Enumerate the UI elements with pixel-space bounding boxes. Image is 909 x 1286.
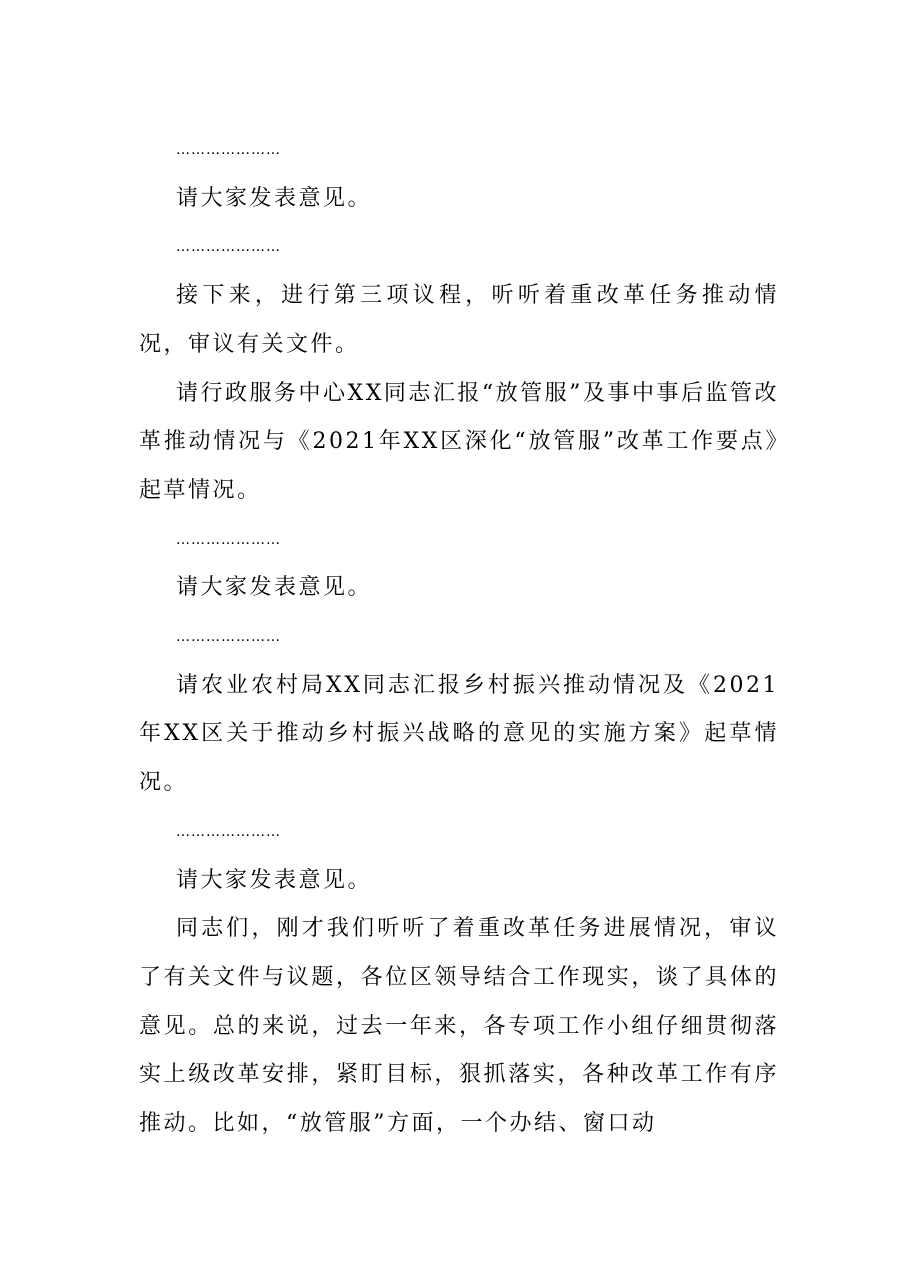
- ellipsis-line: …………………: [176, 239, 281, 256]
- document-body: [139, 126, 779, 1149]
- ellipsis-line: …………………: [176, 629, 281, 646]
- ellipsis-line: …………………: [176, 823, 281, 840]
- paragraph: 请大家发表意见。: [176, 185, 373, 211]
- paragraph: 请行政服务中心XX同志汇报“放管服”及事中事后监管改革推动情况与《2021年XX区深化“放管服”改革工作要点》起草情况。: [139, 380, 779, 503]
- paragraph: 接下来，进行第三项议程，听听着重改革任务推动情况，审议有关文件。: [139, 283, 779, 357]
- ellipsis-line: …………………: [176, 142, 281, 158]
- paragraph: 同志们，刚才我们听听了着重改革任务进展情况，审议了有关文件与议题，各位区领导结合工作现实，谈了具体的意见。总的来说，过去一年来，各专项工作小组仔细贯彻落实上级改革安排，紧盯目标，狠抓落实，各种改革工作有序推动。比如，“放管服”方面，一个办结、窗口动: [139, 916, 779, 1137]
- paragraph: 请大家发表意见。: [176, 575, 373, 601]
- paragraph: 请大家发表意见。: [176, 867, 373, 893]
- ellipsis-line: …………………: [176, 531, 281, 548]
- paragraph: 请农业农村局XX同志汇报乡村振兴推动情况及《2021年XX区关于推动乡村振兴战略的意见的实施方案》起草情况。: [139, 672, 779, 796]
